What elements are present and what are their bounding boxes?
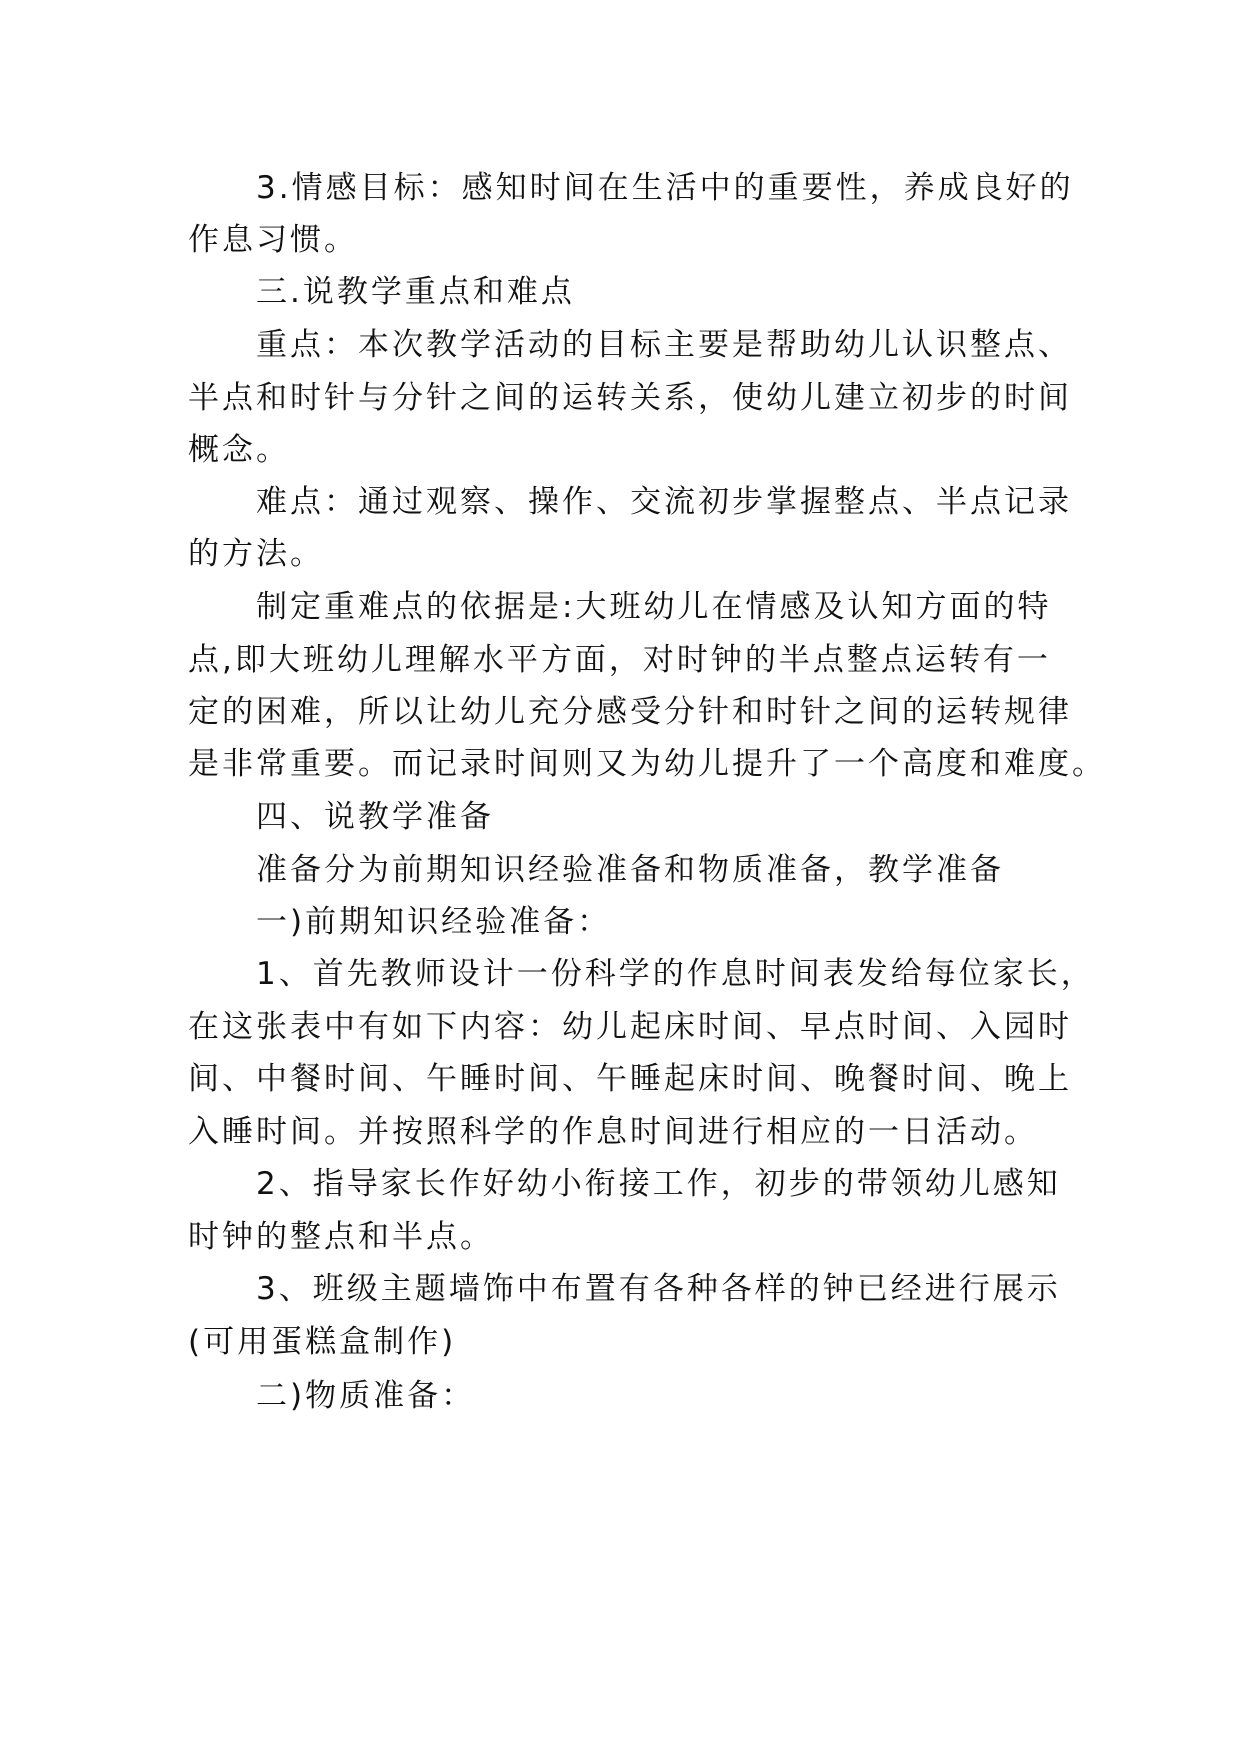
item-3-line-2: (可用蛋糕盒制作) [188, 1324, 457, 1360]
basis-line-4: 是非常重要。而记录时间则又为幼儿提升了一个高度和难度。 [188, 746, 1106, 782]
basis-line-3: 定的困难，所以让幼儿充分感受分针和时针之间的运转规律 [188, 694, 1072, 730]
difficult-point-line-2: 的方法。 [188, 536, 324, 572]
section-heading-preparation: 四、说教学准备 [256, 799, 494, 835]
key-point-line-1: 重点：本次教学活动的目标主要是帮助幼儿认识整点、 [256, 327, 1072, 363]
item-1-line-3: 间、中餐时间、午睡时间、午睡起床时间、晚餐时间、晚上 [188, 1061, 1072, 1097]
preparation-intro: 准备分为前期知识经验准备和物质准备，教学准备 [256, 852, 1004, 888]
basis-line-1: 制定重难点的依据是:大班幼儿在情感及认知方面的特 [256, 589, 1052, 625]
emotional-goal-line-2: 作息习惯。 [188, 222, 358, 258]
item-1-line-1: 1、首先教师设计一份科学的作息时间表发给每位家长， [256, 956, 1095, 992]
emotional-goal-line-1: 3.情感目标：感知时间在生活中的重要性，养成良好的 [256, 170, 1074, 206]
subheading-prior-experience: 一)前期知识经验准备： [256, 904, 612, 940]
section-heading-key-points: 三.说教学重点和难点 [256, 274, 575, 310]
subheading-material-preparation: 二)物质准备： [256, 1378, 476, 1414]
key-point-line-3: 概念。 [188, 432, 290, 468]
difficult-point-line-1: 难点：通过观察、操作、交流初步掌握整点、半点记录 [256, 484, 1072, 520]
item-2-line-1: 2、指导家长作好幼小衔接工作，初步的带领幼儿感知 [256, 1166, 1061, 1202]
item-1-line-2: 在这张表中有如下内容：幼儿起床时间、早点时间、入园时 [188, 1009, 1072, 1045]
key-point-line-2: 半点和时针与分针之间的运转关系，使幼儿建立初步的时间 [188, 380, 1072, 416]
basis-line-2: 点,即大班幼儿理解水平方面，对时钟的半点整点运转有一 [188, 642, 1051, 678]
item-3-line-1: 3、班级主题墙饰中布置有各种各样的钟已经进行展示 [256, 1271, 1061, 1307]
item-2-line-2: 时钟的整点和半点。 [188, 1219, 494, 1255]
item-1-line-4: 入睡时间。并按照科学的作息时间进行相应的一日活动。 [188, 1114, 1038, 1150]
